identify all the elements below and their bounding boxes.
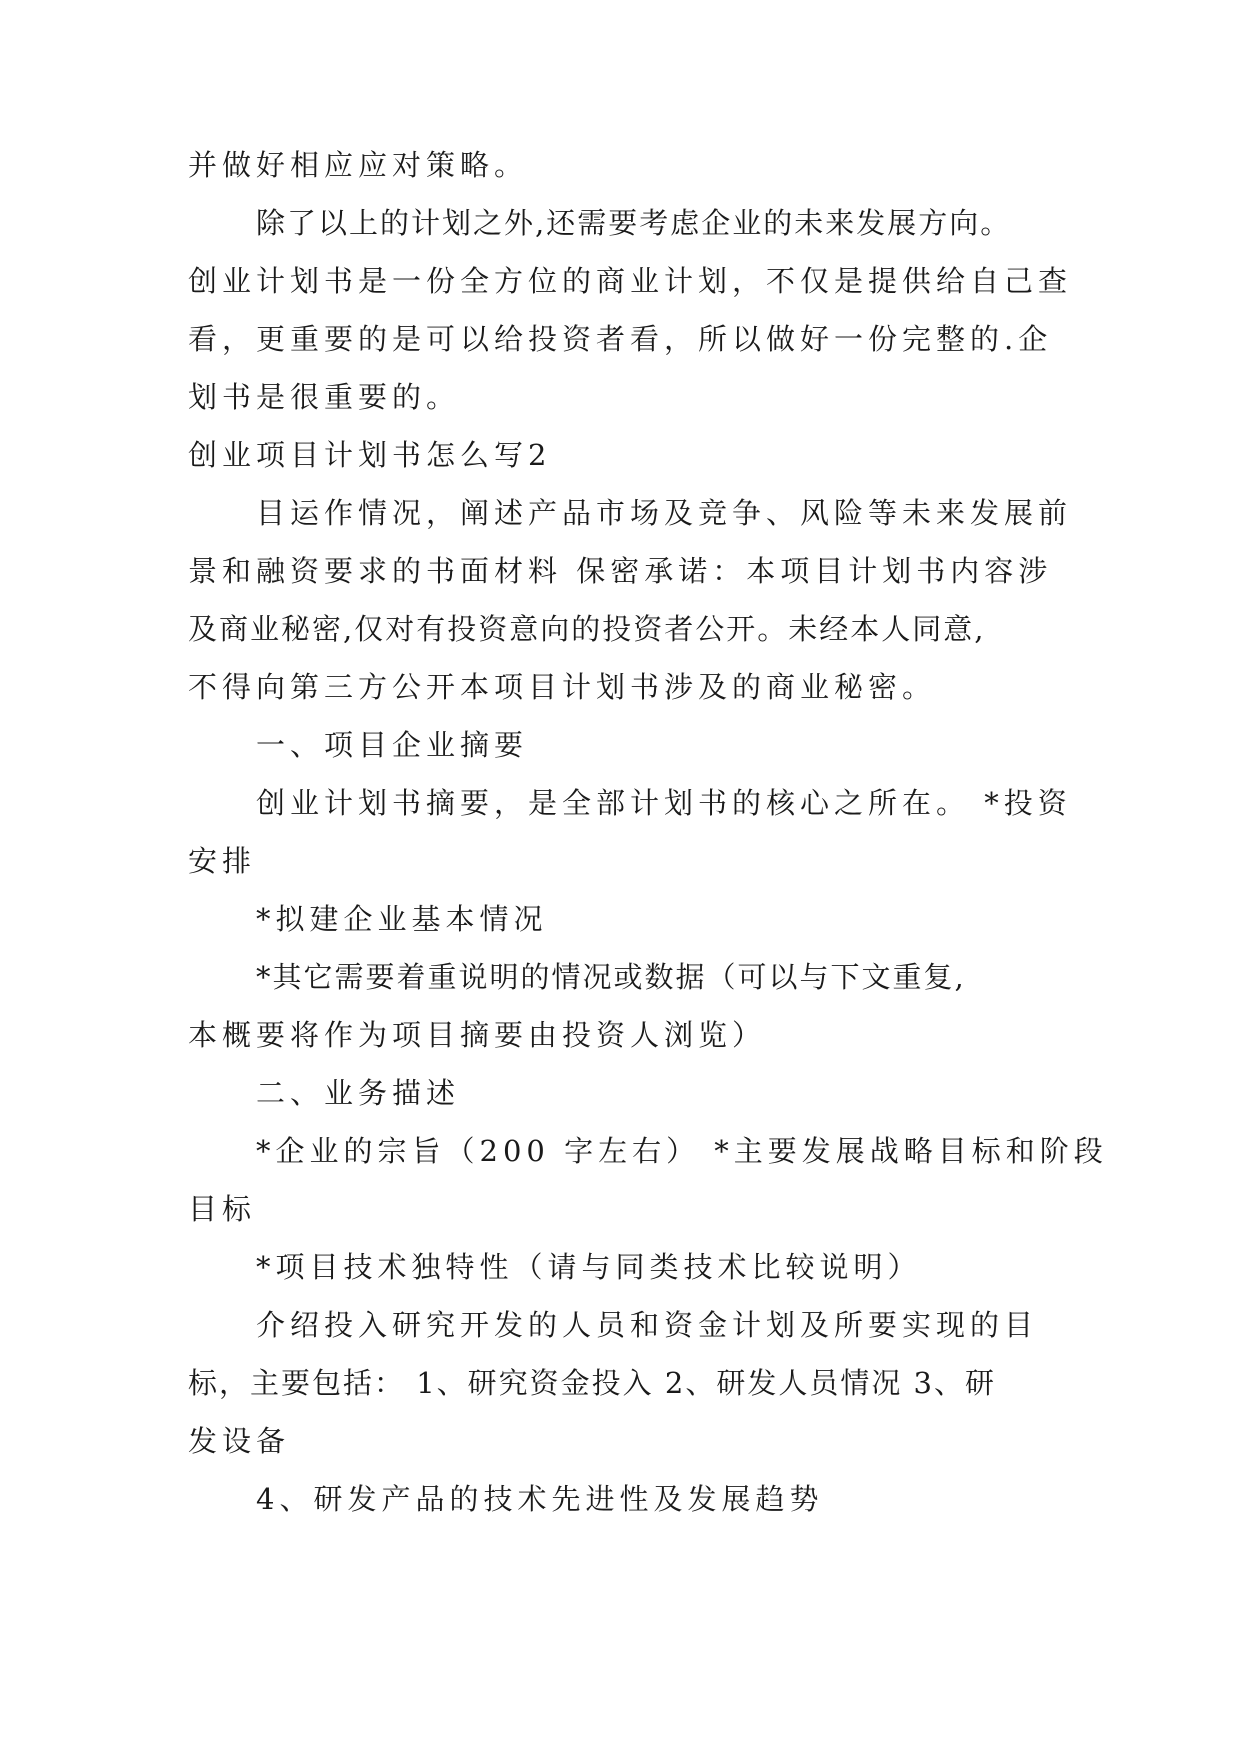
- text-line-1: 并做好相应应对策略。: [188, 148, 529, 182]
- text-line-16: 本概要将作为项目摘要由投资人浏览）: [188, 1018, 767, 1052]
- text-line-13: 安排: [188, 844, 257, 878]
- text-line-7: 目运作情况，阐述产品市场及竞争、风险等未来发展前: [256, 496, 1073, 530]
- text-line-24: 4、研发产品的技术先进性及发展趋势: [256, 1482, 824, 1516]
- text-line-19: 目标: [188, 1192, 257, 1226]
- heading-business-description: 二、业务描述: [256, 1076, 461, 1110]
- heading-project-summary: 一、项目企业摘要: [256, 728, 529, 762]
- text-line-21: 介绍投入研究开发的人员和资金计划及所要实现的目: [256, 1308, 1039, 1342]
- text-line-9: 及商业秘密,仅对有投资意向的投资者公开。未经本人同意,: [188, 612, 986, 646]
- text-line-23: 发设备: [188, 1424, 291, 1458]
- section-heading-2: 创业项目计划书怎么写2: [188, 438, 552, 472]
- bullet-enterprise-purpose: *企业的宗旨（200 字左右） *主要发展战略目标和阶段: [256, 1134, 1108, 1168]
- text-line-12: 创业计划书摘要，是全部计划书的核心之所在。 *投资: [256, 786, 1072, 820]
- text-line-4: 看，更重要的是可以给投资者看，所以做好一份完整的.企: [188, 322, 1053, 356]
- bullet-other-info: *其它需要着重说明的情况或数据（可以与下文重复,: [256, 960, 966, 994]
- text-line-2: 除了以上的计划之外,还需要考虑企业的未来发展方向。: [256, 206, 1012, 240]
- bullet-enterprise-basics: *拟建企业基本情况: [256, 902, 548, 936]
- bullet-tech-uniqueness: *项目技术独特性（请与同类技术比较说明）: [256, 1250, 922, 1284]
- text-line-5: 划书是很重要的。: [188, 380, 461, 414]
- text-line-22: 标，主要包括： 1、研究资金投入 2、研发人员情况 3、研: [188, 1366, 997, 1400]
- text-line-8: 景和融资要求的书面材料 保密承诺：本项目计划书内容涉: [188, 554, 1053, 588]
- text-line-3: 创业计划书是一份全方位的商业计划，不仅是提供给自己查: [188, 264, 1073, 298]
- text-line-10: 不得向第三方公开本项目计划书涉及的商业秘密。: [188, 670, 937, 704]
